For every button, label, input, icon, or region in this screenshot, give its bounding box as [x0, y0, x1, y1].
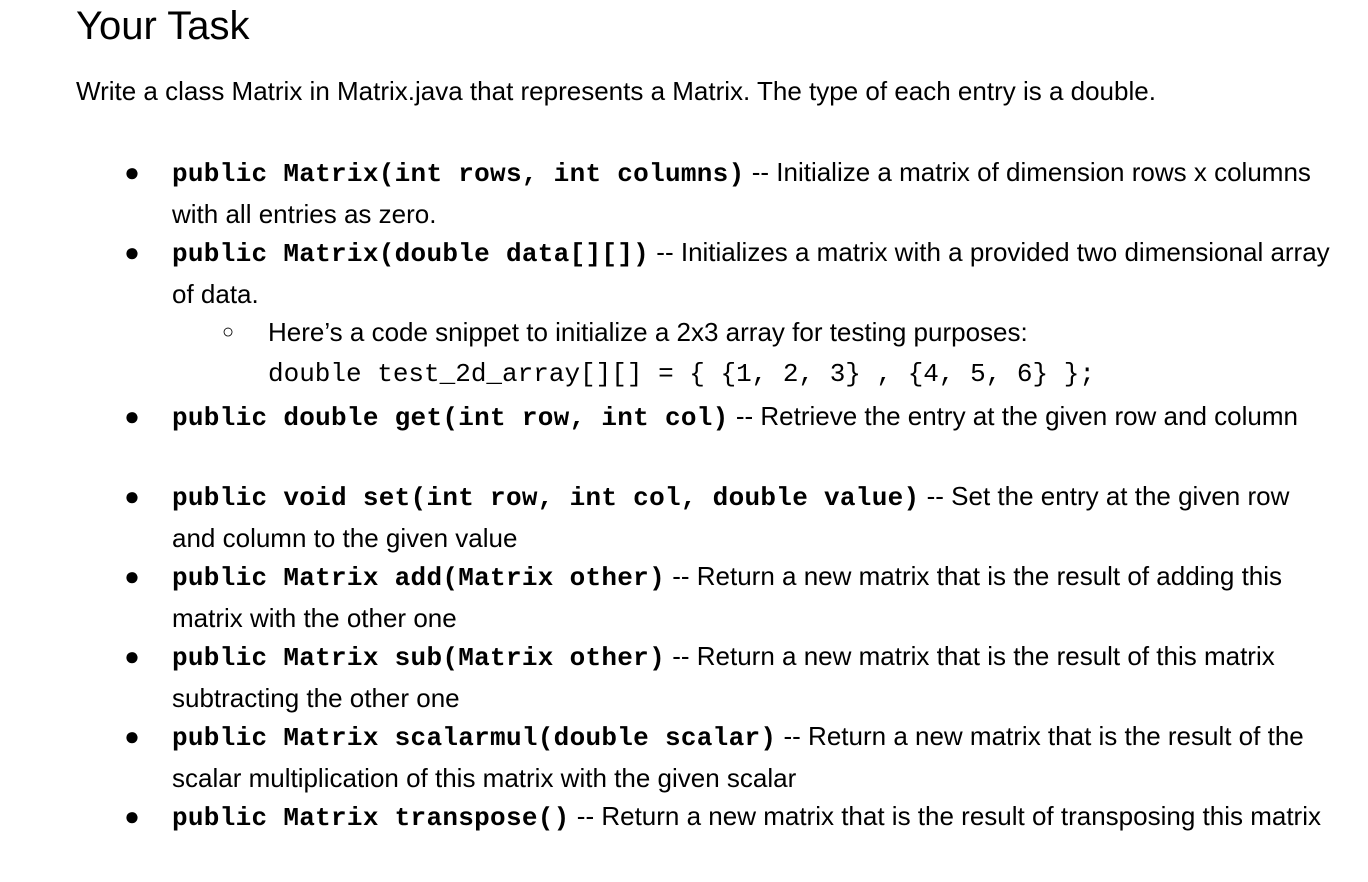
method-description: -- Return a new matrix that is the result of transposing this matrix	[569, 801, 1321, 831]
method-signature: public Matrix(double data[][])	[172, 239, 650, 269]
list-item	[124, 476, 1332, 558]
list-item	[124, 152, 1332, 234]
method-description: -- Return a new matrix that is the result of the scalar multiplication of this matrix with the given scalar	[172, 721, 1304, 793]
list-item	[124, 636, 1332, 718]
method-description: -- Return a new matrix that is the result of adding this matrix with the other one	[172, 561, 1283, 633]
bullet-icon: ●	[124, 721, 140, 751]
intro-paragraph: Write a class Matrix in Matrix.java that represents a Matrix. The type of each entry is a double.	[76, 76, 1156, 106]
bullet-icon: ●	[124, 481, 140, 511]
method-signature: public double get(int row, int col)	[172, 403, 729, 433]
bullet-icon: ●	[124, 237, 140, 267]
bullet-icon: ●	[124, 641, 140, 671]
page-title: Your Task	[76, 4, 250, 48]
method-signature: public Matrix scalarmul(double scalar)	[172, 723, 777, 753]
method-description: -- Initialize a matrix of dimension rows x columns with all entries as zero.	[172, 157, 1311, 229]
method-description: -- Retrieve the entry at the given row and column	[728, 401, 1298, 431]
method-description: -- Initializes a matrix with a provided two dimensional array of data.	[172, 237, 1330, 309]
method-signature: public Matrix sub(Matrix other)	[172, 643, 665, 673]
sub-item-text: Here’s a code snippet to initialize a 2x3 array for testing purposes:	[268, 317, 1028, 347]
list-item	[124, 796, 1332, 838]
method-signature: public void set(int row, int col, double value)	[172, 483, 920, 513]
bullet-icon: ●	[124, 157, 140, 187]
list-item	[124, 232, 1332, 314]
bullet-icon: ●	[124, 801, 140, 831]
bullet-icon: ●	[124, 401, 140, 431]
method-signature: public Matrix add(Matrix other)	[172, 563, 665, 593]
method-signature: public Matrix(int rows, int columns)	[172, 159, 745, 189]
sub-list-item	[221, 312, 1328, 396]
list-item	[124, 396, 1332, 438]
method-description: -- Set the entry at the given row and column to the given value	[172, 481, 1290, 553]
method-signature: public Matrix transpose()	[172, 803, 570, 833]
code-snippet: double test_2d_array[][] = { {1, 2, 3} , {4, 5, 6} };	[268, 359, 1095, 389]
hollow-bullet-icon: ○	[221, 321, 235, 343]
list-item	[124, 716, 1332, 798]
method-description: -- Return a new matrix that is the result of this matrix subtracting the other one	[172, 641, 1275, 713]
list-item	[124, 556, 1332, 638]
bullet-icon: ●	[124, 561, 140, 591]
